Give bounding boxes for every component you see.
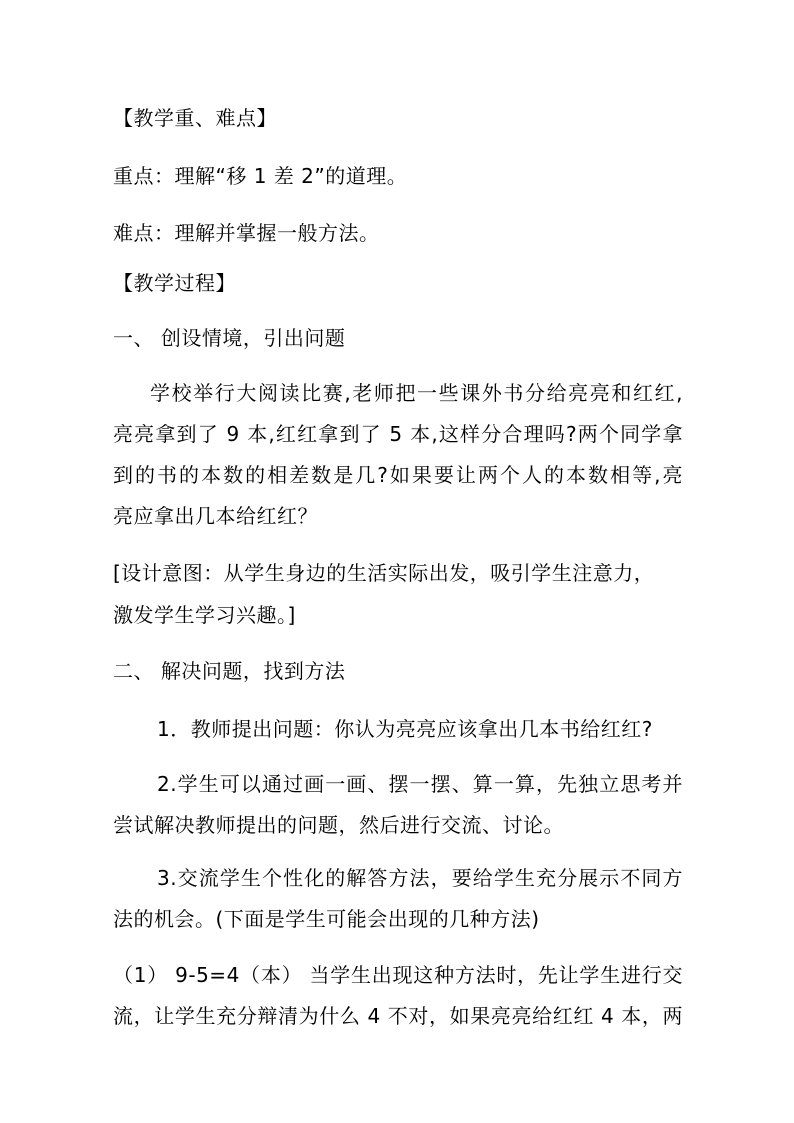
step1-text: 1．教师提出问题：你认为亮亮应该拿出几本书给红红? <box>157 717 653 741</box>
part1-paragraph-line: 亮亮拿到了 9 本,红红拿到了 5 本,这样分合理吗?两个同学拿 <box>113 422 683 446</box>
method1-line: （1） 9-5=4（本） 当学生出现这种方法时，先让学生进行交 <box>113 963 683 987</box>
part1-paragraph-line: 学校举行大阅读比赛,老师把一些课外书分给亮亮和红红, <box>150 381 683 405</box>
method1-line: 流，让学生充分辩清为什么 4 不对，如果亮亮给红红 4 本，两 <box>113 1004 683 1028</box>
part2-heading: 二、 解决问题，找到方法 <box>113 659 346 683</box>
part1-heading: 一、 创设情境，引出问题 <box>113 326 346 350</box>
step2-line: 2.学生可以通过画一画、摆一摆、算一算，先独立思考并 <box>157 772 683 796</box>
step3-line: 3.交流学生个性化的解答方法，要给学生充分展示不同方 <box>157 866 683 890</box>
step3-line: 法的机会。(下面是学生可能会出现的几种方法) <box>113 907 540 931</box>
key-point-text: 重点：理解“移 1 差 2”的道理。 <box>113 164 408 188</box>
difficulty-text: 难点：理解并掌握一般方法。 <box>113 221 380 245</box>
step2-line: 尝试解决教师提出的问题，然后进行交流、讨论。 <box>113 813 564 837</box>
design-intent-line: [设计意图：从学生身边的生活实际出发，吸引学生注意力， <box>113 561 655 585</box>
part1-paragraph-line: 亮应拿出几本给红红？ <box>113 504 318 528</box>
section-heading-key-points: 【教学重、难点】 <box>113 106 277 130</box>
design-intent-line: 激发学生学习兴趣。] <box>113 603 296 627</box>
section-heading-process: 【教学过程】 <box>113 271 236 295</box>
part1-paragraph-line: 到的书的本数的相差数是几?如果要让两个人的本数相等,亮 <box>113 463 683 487</box>
